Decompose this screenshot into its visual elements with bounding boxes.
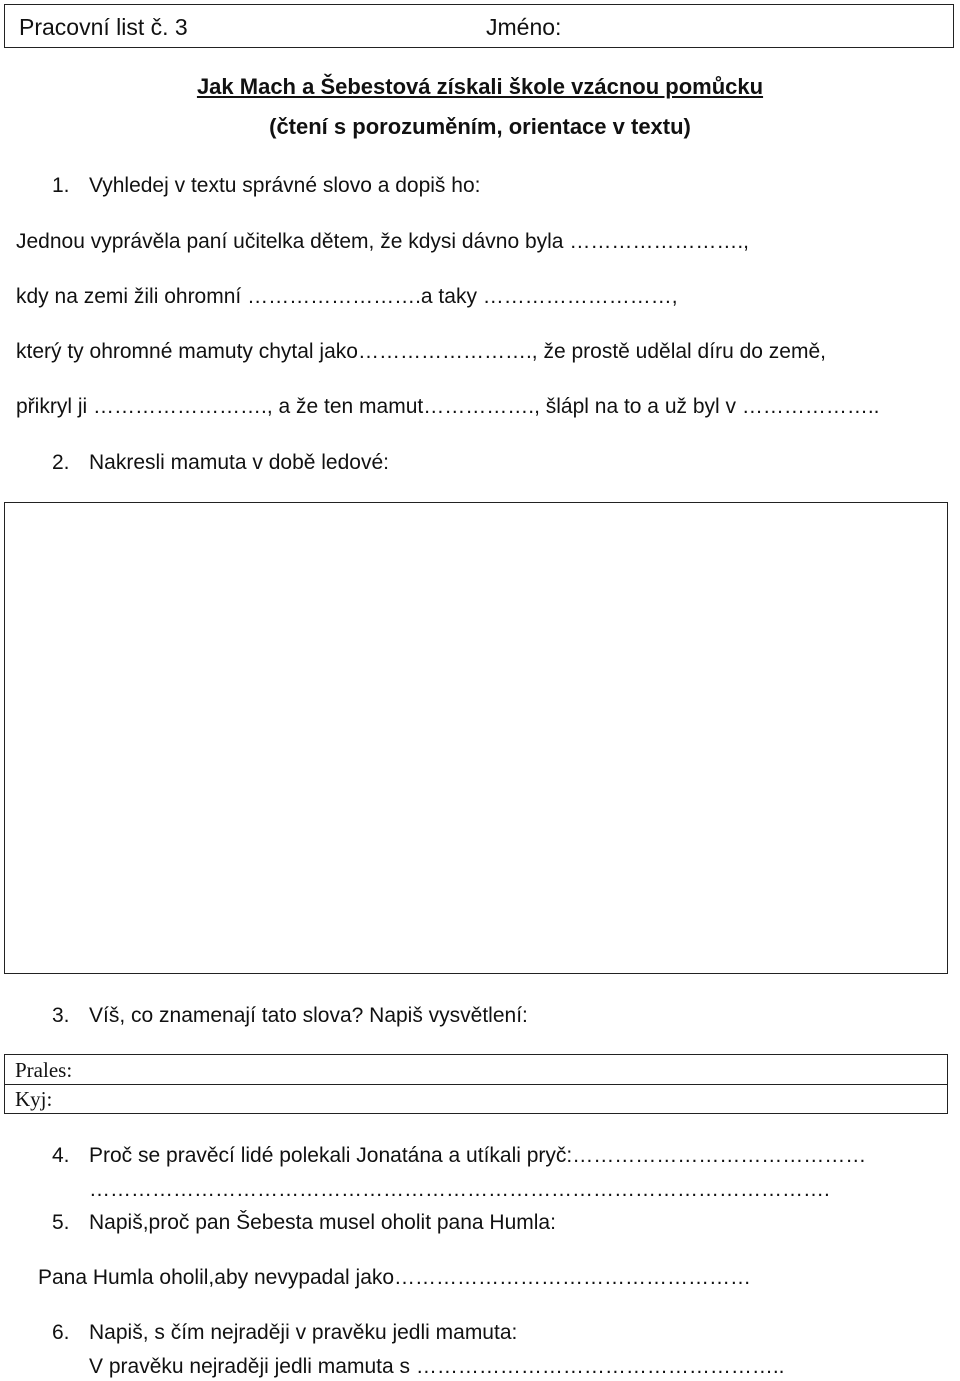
task6-number: 6.	[52, 1321, 70, 1344]
page-subtitle: (čtení s porozuměním, orientace v textu)	[269, 114, 691, 139]
name-label: Jméno:	[486, 14, 562, 40]
task4-answer-line: …………………………………………………………………………………………….	[89, 1178, 830, 1201]
task1-line-3: který ty ohromné mamuty chytal jako……………………., že prostě udělal díru do země,	[16, 340, 826, 363]
task5-instruction: Napiš,proč pan Šebesta musel oholit pana Humla:	[89, 1211, 556, 1234]
vocabulary-table	[4, 1054, 948, 1114]
term-kyj: Kyj:	[15, 1087, 53, 1111]
term-prales: Prales:	[15, 1058, 73, 1082]
task3-number: 3.	[52, 1004, 70, 1027]
task1-instruction: Vyhledej v textu správné slovo a dopiš ho:	[89, 174, 481, 197]
task5-answer-line: Pana Humla oholil,aby nevypadal jako……………………………………………	[38, 1266, 752, 1289]
task1-line-1: Jednou vyprávěla paní učitelka dětem, že kdysi dávno byla …………………….,	[16, 230, 749, 253]
table-divider	[5, 1084, 947, 1085]
worksheet-label: Pracovní list č. 3	[19, 14, 188, 40]
drawing-area[interactable]	[4, 502, 948, 974]
task1-number: 1.	[52, 174, 70, 197]
task5-number: 5.	[52, 1211, 70, 1234]
task4-number: 4.	[52, 1144, 70, 1167]
task6-instruction: Napiš, s čím nejraději v pravěku jedli mamuta:	[89, 1321, 518, 1344]
task3-instruction: Víš, co znamenají tato slova? Napiš vysvětlení:	[89, 1004, 528, 1027]
task2-instruction: Nakresli mamuta v době ledové:	[89, 451, 389, 474]
task6-answer-line: V pravěku nejraději jedli mamuta s ……………………………………………..	[89, 1355, 785, 1378]
task1-line-4: přikryl ji ……………………., a že ten mamut……………., šlápl na to a už byl v ………………..	[16, 395, 880, 418]
task1-line-2: kdy na zemi žili ohromní …………………….a taky ………………………,	[16, 285, 678, 308]
page-title: Jak Mach a Šebestová získali škole vzácnou pomůcku	[196, 74, 764, 99]
task4-instruction: Proč se pravěcí lidé polekali Jonatána a utíkali pryč:……………………………………	[89, 1144, 867, 1167]
header-box	[4, 4, 954, 48]
task2-number: 2.	[52, 451, 70, 474]
